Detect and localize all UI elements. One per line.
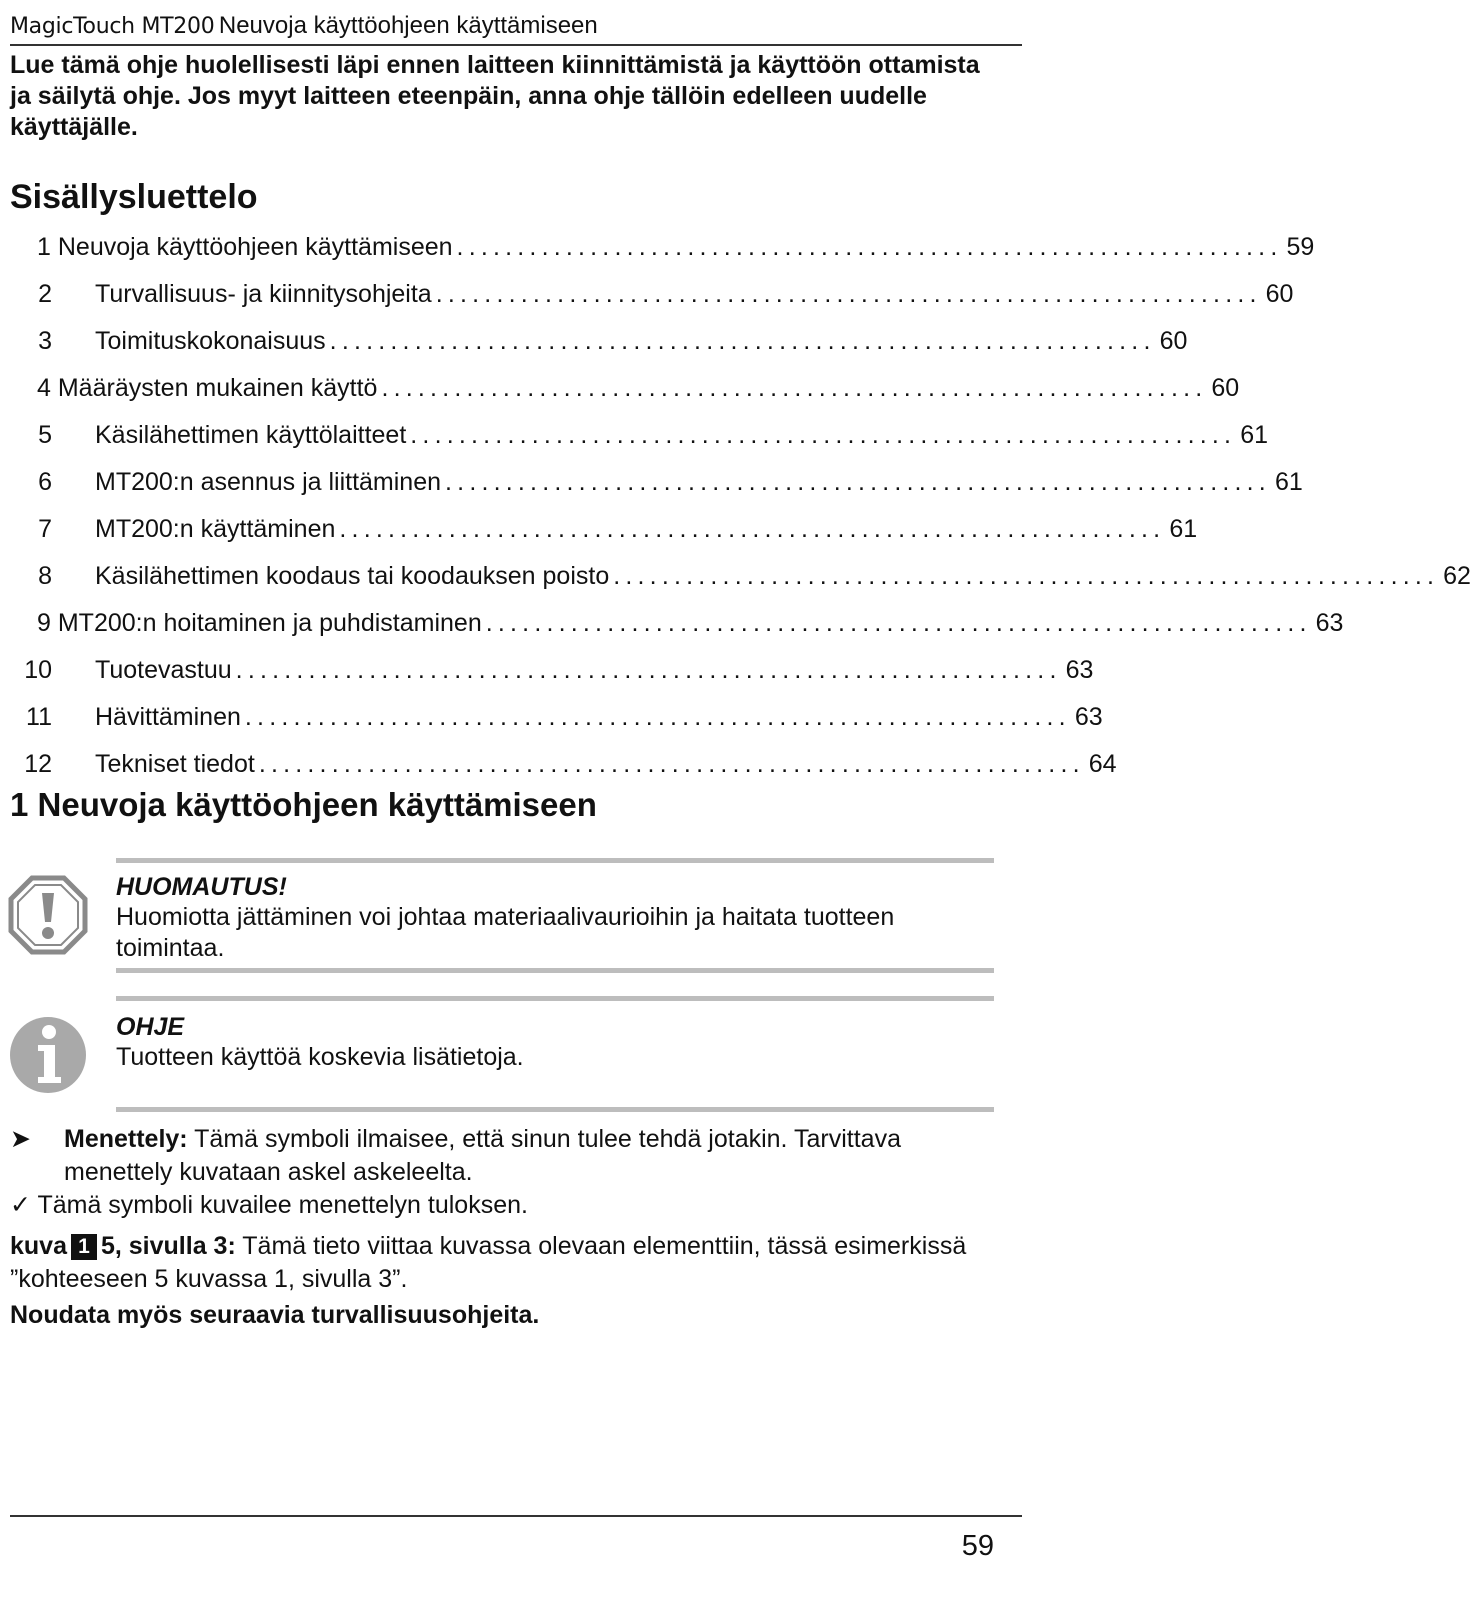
brand-name: MagicTouch MT200 xyxy=(10,14,215,39)
toc-item[interactable]: 10 Tuotevastuu .................................................................... 63 xyxy=(24,656,1094,684)
toc-item[interactable]: 5 Käsilähettimen käyttölaitteet .................................................................... 61 xyxy=(38,421,1269,449)
toc-item[interactable]: 6 MT200:n asennus ja liittäminen .................................................................... 61 xyxy=(38,468,1303,496)
info-text: Tuotteen käyttöä koskevia lisätietoja. xyxy=(116,1043,524,1071)
page-header xyxy=(10,4,1022,46)
warning-label: HUOMAUTUS! xyxy=(116,873,287,901)
arrow-icon: ➤ xyxy=(10,1125,31,1153)
notice-divider xyxy=(116,858,994,863)
procedure-item xyxy=(10,1123,998,1189)
exclamation-octagon-icon xyxy=(8,875,88,955)
info-icon xyxy=(8,1015,88,1095)
info-label: OHJE xyxy=(116,1013,185,1041)
notice-divider xyxy=(116,1107,994,1112)
toc-item[interactable]: 9 MT200:n hoitaminen ja puhdistaminen .................................................................... 63 xyxy=(37,609,1344,637)
table-of-contents xyxy=(10,228,1471,792)
warning-notice xyxy=(116,872,994,964)
info-notice xyxy=(116,1012,994,1073)
page-number: 59 xyxy=(961,1530,994,1562)
toc-item[interactable]: 3 Toimituskokonaisuus .................................................................... 60 xyxy=(38,327,1188,355)
toc-item[interactable]: 2 Turvallisuus- ja kiinnitysohjeita .................................................................... 60 xyxy=(38,280,1294,308)
figure-reference: kuva 1 5, sivulla 3: Tämä tieto viittaa kuvassa olevaan elementtiin, tässä esimerkissä ”kohteeseen 5 kuvassa 1, sivulla 3”. xyxy=(10,1232,967,1293)
toc-title: Sisällysluettelo xyxy=(10,178,258,216)
notice-divider xyxy=(116,996,994,1001)
notice-divider xyxy=(116,968,994,973)
toc-item[interactable]: 12 Tekniset tiedot .................................................................... 64 xyxy=(24,750,1117,778)
checkmark-icon: ✓ xyxy=(10,1191,31,1219)
toc-item[interactable]: 8 Käsilähettimen koodaus tai koodauksen poisto .................................................................... 62 xyxy=(38,562,1471,590)
intro-paragraph: Lue tämä ohje huolellisesti läpi ennen laitteen kiinnittämistä ja käyttöön ottamista ja säilytä ohje. Jos myyt laitteen eteenpäin, anna ohje tällöin edelleen uudelle käyttäjälle. xyxy=(10,51,980,141)
warning-text: Huomiotta jättäminen voi johtaa materiaalivaurioihin ja haitata tuotteen toimintaa. xyxy=(116,903,895,962)
safety-note: Noudata myös seuraavia turvallisuusohjeita. xyxy=(10,1301,540,1329)
toc-item[interactable]: 4 Määräysten mukainen käyttö .................................................................... 60 xyxy=(37,374,1240,402)
result-text: Tämä symboli kuvailee menettelyn tuloksen. xyxy=(37,1191,528,1219)
header-title: Neuvoja käyttöohjeen käyttämiseen xyxy=(218,12,598,39)
figure-number-badge: 1 xyxy=(71,1234,97,1260)
footer-divider xyxy=(10,1515,1022,1517)
toc-item[interactable]: 7 MT200:n käyttäminen .................................................................... 61 xyxy=(38,515,1198,543)
reference-text: Tämä tieto viittaa kuvassa olevaan elementtiin, tässä esimerkissä ”kohteeseen 5 kuvassa 1, sivulla 3”. xyxy=(10,1232,967,1293)
procedure-label: Menettely: xyxy=(64,1125,188,1153)
procedure-text: Tämä symboli ilmaisee, että sinun tulee tehdä jotakin. Tarvittava menettely kuvataan askel askeleelta. xyxy=(64,1125,901,1186)
result-item xyxy=(10,1189,528,1222)
toc-item[interactable]: 11 Hävittäminen .................................................................... 63 xyxy=(26,703,1103,731)
section-heading: 1 Neuvoja käyttöohjeen käyttämiseen xyxy=(10,786,597,823)
toc-item[interactable]: 1 Neuvoja käyttöohjeen käyttämiseen .................................................................... 59 xyxy=(37,233,1315,261)
